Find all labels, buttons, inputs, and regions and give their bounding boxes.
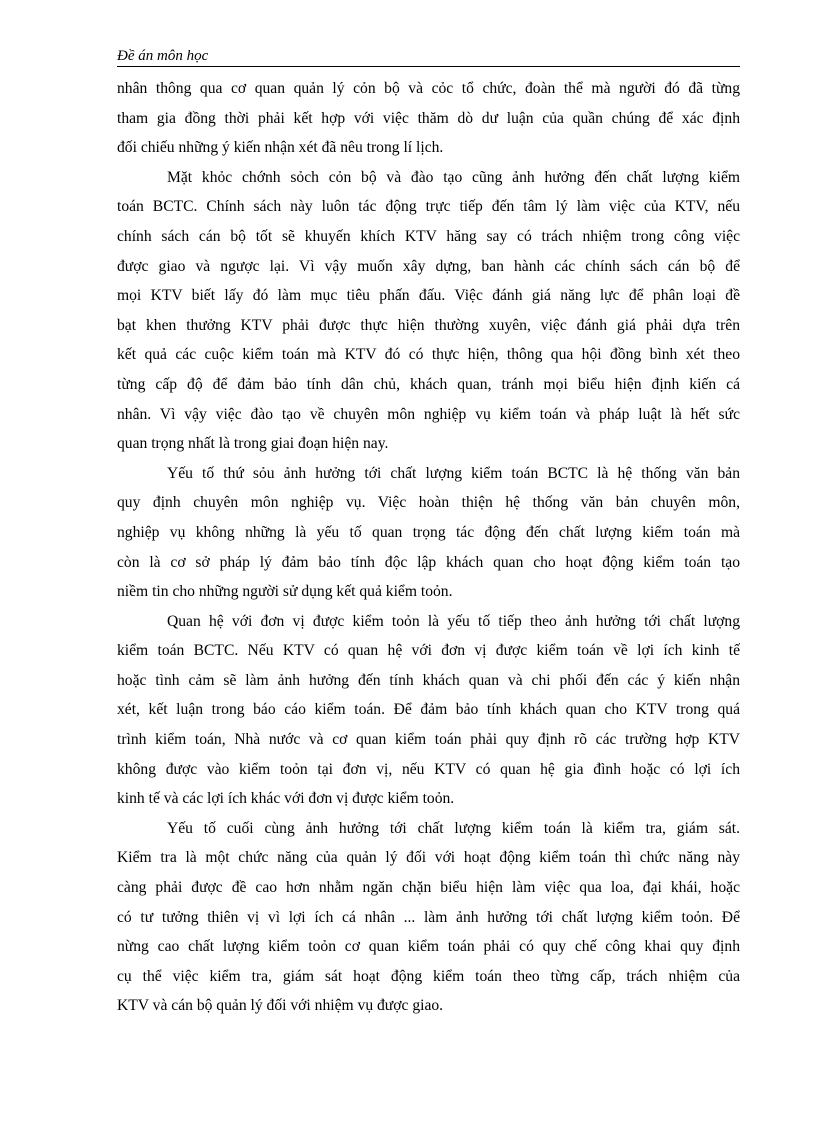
header-title: Đề án môn học (117, 48, 209, 64)
text-line: chính sách cán bộ tốt sẽ khuyến khích KTV hăng say có trách nhiệm trong công việc (117, 227, 740, 245)
text-line: KTV và cán bộ quản lý đối với nhiệm vụ được giao. (117, 997, 444, 1015)
text-line: Quan hệ với đơn vị được kiểm toỏn là yếu tố tiếp theo ảnh hưởng tới chất lượng (167, 612, 740, 630)
text-line: được giao và ngược lại. Vì vậy muốn xây dựng, ban hành các chính sách cán bộ để (117, 257, 740, 275)
text-line: nghiệp vụ không những là yếu tố quan trọng tác động đến chất lượng kiểm toán mà (117, 523, 740, 541)
text-line: Yếu tố cuối cùng ảnh hưởng tới chất lượng kiểm toán là kiểm tra, giám sát. (167, 819, 740, 837)
text-line: toán BCTC. Chính sách này luôn tác động trực tiếp đến tâm lý làm việc của KTV, nếu (117, 198, 740, 216)
text-line: có tư tưởng thiên vị vì lợi ích cá nhân ... làm ảnh hưởng tới chất lượng kiểm toỏn. Để (117, 908, 740, 926)
text-line: tham gia đồng thời phải kết hợp với việc thăm dò dư luận của quần chúng để xác định (117, 109, 740, 127)
text-line: không được vào kiểm toỏn tại đơn vị, nếu KTV có quan hệ gia đình hoặc có lợi ích (117, 760, 740, 778)
text-line: quy định chuyên môn nghiệp vụ. Việc hoàn thiện hệ thống văn bản chuyên môn, (117, 494, 740, 512)
page-header (117, 46, 740, 67)
text-line: nhân. Vì vậy việc đào tạo về chuyên môn nghiệp vụ kiểm toán và pháp luật là hết sức (117, 405, 740, 423)
text-line: kiểm toán BCTC. Nếu KTV có quan hệ với đơn vị được kiểm toán về lợi ích kinh tế (117, 642, 740, 660)
text-line: bạt khen thưởng KTV phải được thực hiện thường xuyên, việc đánh giá phải dựa trên (117, 316, 740, 334)
text-line: kinh tế và các lợi ích khác với đơn vị được kiểm toỏn. (117, 790, 455, 808)
document-body (117, 74, 740, 1021)
text-line: mọi KTV biết lấy đó làm mục tiêu phấn đấu. Việc đánh giá năng lực để phân loại đề (117, 287, 740, 305)
text-line: cụ thể việc kiểm tra, giám sát hoạt động kiểm toán theo từng cấp, trách nhiệm của (117, 967, 740, 985)
text-line: xét, kết luận trong báo cáo kiểm toán. Để đảm bảo tính khách quan cho KTV trong quá (117, 701, 740, 719)
text-line: Mặt khỏc chớnh sỏch cỏn bộ và đào tạo cũng ảnh hưởng đến chất lượng kiểm (167, 168, 740, 186)
text-line: càng phải được đề cao hơn nhằm ngăn chặn biểu hiện làm việc qua loa, đại khái, hoặc (117, 879, 740, 897)
text-line: nừng cao chất lượng kiểm toỏn cơ quan kiểm toán phải có quy chế công khai quy định (117, 938, 740, 956)
text-line: hoặc tình cảm sẽ làm ảnh hưởng đến tính khách quan và chi phối đến các ý kiến nhận (117, 671, 740, 689)
text-line: còn là cơ sở pháp lý đảm bảo tính độc lập khách quan cho hoạt động kiểm toán tạo (117, 553, 740, 571)
text-line: đối chiếu những ý kiến nhận xét đã nêu trong lí lịch. (117, 139, 444, 157)
text-line: kết quả các cuộc kiểm toán mà KTV đó có thực hiện, thông qua hội đồng bình xét theo (117, 346, 740, 364)
text-line: nhân thông qua cơ quan quản lý cỏn bộ và cỏc tổ chức, đoàn thể mà người đó đã từng (117, 80, 740, 97)
text-line: quan trọng nhất là trong giai đoạn hiện nay. (117, 435, 389, 453)
text-line: niềm tin cho những người sử dụng kết quả kiểm toỏn. (117, 583, 453, 601)
text-line: Kiểm tra là một chức năng của quản lý đối với hoạt động kiểm toán thì chức năng này (117, 849, 740, 867)
text-line: trình kiểm toán, Nhà nước và cơ quan kiểm toán phải quy định rõ các trường hợp KTV (117, 731, 740, 749)
text-line: Yếu tố thứ sỏu ảnh hưởng tới chất lượng kiểm toán BCTC là hệ thống văn bản (167, 464, 740, 482)
text-line: từng cấp độ để đảm bảo tính dân chủ, khách quan, tránh mọi biểu hiện định kiến cá (117, 375, 740, 393)
